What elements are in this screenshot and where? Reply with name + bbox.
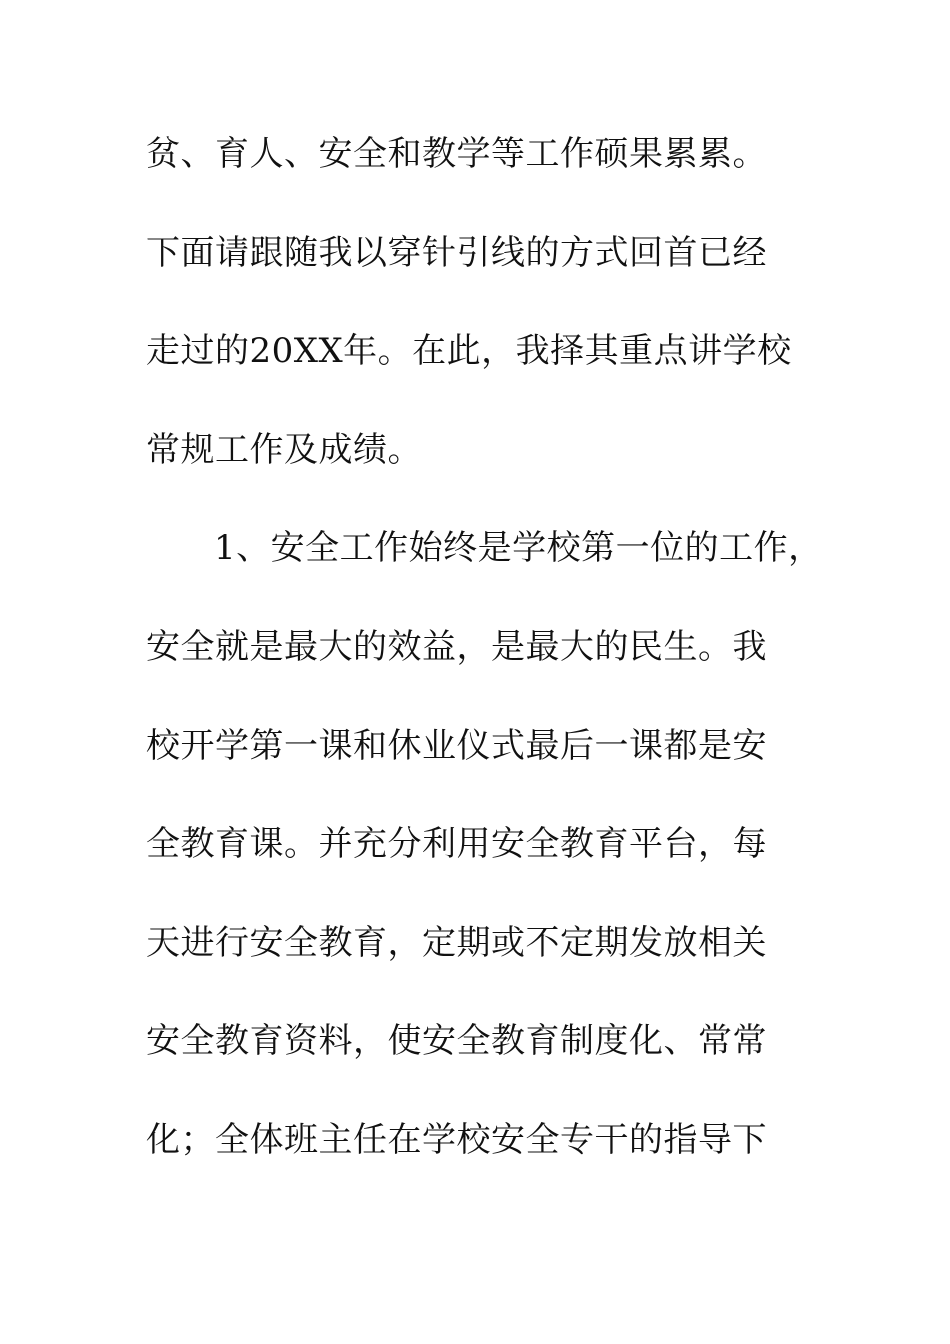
text-line: 走过的20XX年。在此，我择其重点讲学校 [146,331,792,372]
text-line: 天进行安全教育，定期或不定期发放相关 [146,922,767,963]
text-line: 安全教育资料，使安全教育制度化、常常 [146,1021,767,1062]
text-line: 下面请跟随我以穿针引线的方式回首已经 [146,232,767,273]
document-body [146,126,826,1211]
text-line-paragraph-start: 1、安全工作始终是学校第一位的工作， [214,528,823,569]
text-line: 常规工作及成绩。 [146,429,422,470]
text-line: 化；全体班主任在学校安全专干的指导下 [146,1119,767,1160]
text-line: 安全就是最大的效益，是最大的民生。我 [146,626,767,667]
text-line: 校开学第一课和休业仪式最后一课都是安 [146,725,767,766]
text-line: 贫、育人、安全和教学等工作硕果累累。 [146,134,767,174]
text-line: 全教育课。并充分利用安全教育平台，每 [146,824,767,865]
